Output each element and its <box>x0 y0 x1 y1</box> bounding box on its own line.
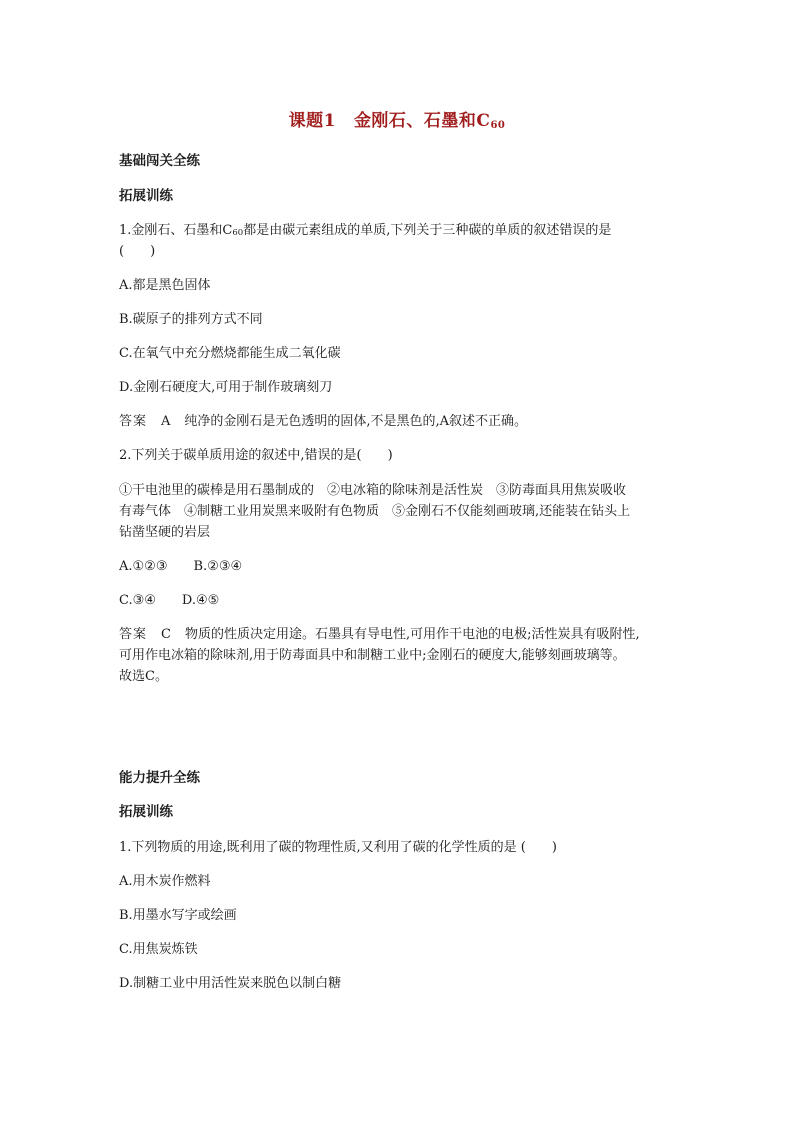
basic-q1-option-d: D.金刚石硬度大,可用于制作玻璃刻刀 <box>119 380 333 395</box>
basic-q2-body-line-2: 有毒气体 ④制糖工业用炭黑来吸附有色物质 ⑤金刚石不仅能刻画玻璃,还能装在钻头上 <box>119 504 631 519</box>
ability-q1-option-a: A.用木炭作燃料 <box>119 874 211 889</box>
answer-label: 答案 C <box>119 627 172 642</box>
basic-q2-answer-line-2: 可用作电冰箱的除味剂,用于防毒面具中和制糖工业中;金刚石的硬度大,能够刻画玻璃等。 <box>119 648 626 663</box>
q1-stem-part-a: 1.金刚石、石墨和C <box>119 223 233 238</box>
q1-stem-part-b: 都是由碳元素组成的单质,下列关于三种碳的单质的叙述错误的是 <box>243 223 612 238</box>
basic-q2-stem: 2.下列关于碳单质用途的叙述中,错误的是( ) <box>119 448 393 463</box>
ability-q1-option-c: C.用焦炭炼铁 <box>119 942 198 957</box>
section-heading-basic: 基础闯关全练 <box>119 153 200 169</box>
answer-explanation-1: 物质的性质决定用途。石墨具有导电性,可用作干电池的电极;活性炭具有吸附性, <box>184 627 640 642</box>
ability-q1-stem: 1.下列物质的用途,既利用了碳的物理性质,又利用了碳的化学性质的是 ( ) <box>119 840 557 855</box>
basic-q2-answer-line-1 <box>119 623 689 646</box>
title-text: 金刚石、石墨和C <box>353 111 491 131</box>
basic-q1-bracket: ( ) <box>119 244 156 259</box>
page-title <box>0 106 794 131</box>
section-heading-ability: 能力提升全练 <box>119 770 200 786</box>
subheading-ability: 拓展训练 <box>119 804 173 820</box>
q1-stem-subscript: 60 <box>232 228 244 238</box>
basic-q1-option-b: B.碳原子的排列方式不同 <box>119 312 263 327</box>
ability-q1-option-b: B.用墨水写字或绘画 <box>119 908 237 923</box>
basic-q2-options-row-2: C.③④ D.④⑤ <box>119 593 220 608</box>
basic-q2-body-line-3: 钻凿坚硬的岩层 <box>119 525 211 540</box>
answer-explanation: 纯净的金刚石是无色透明的固体,不是黑色的,A叙述不正确。 <box>184 414 528 429</box>
basic-q2-body-line-1: ①干电池里的碳棒是用石墨制成的 ②电冰箱的除味剂是活性炭 ③防毒面具用焦炭吸收 <box>119 483 627 498</box>
basic-q1-option-c: C.在氧气中充分燃烧都能生成二氧化碳 <box>119 346 341 361</box>
answer-label: 答案 A <box>119 414 172 429</box>
subheading-basic: 拓展训练 <box>119 188 173 204</box>
basic-q1-option-a: A.都是黑色固体 <box>119 278 211 293</box>
ability-q1-option-d: D.制糖工业中用活性炭来脱色以制白糖 <box>119 976 342 991</box>
basic-q1-answer <box>119 410 689 433</box>
basic-q2-options-row-1: A.①②③ B.②③④ <box>119 559 243 574</box>
title-subscript: 60 <box>490 120 506 131</box>
title-lesson: 课题1 <box>288 111 336 131</box>
basic-q2-answer-line-3: 故选C。 <box>119 669 168 684</box>
